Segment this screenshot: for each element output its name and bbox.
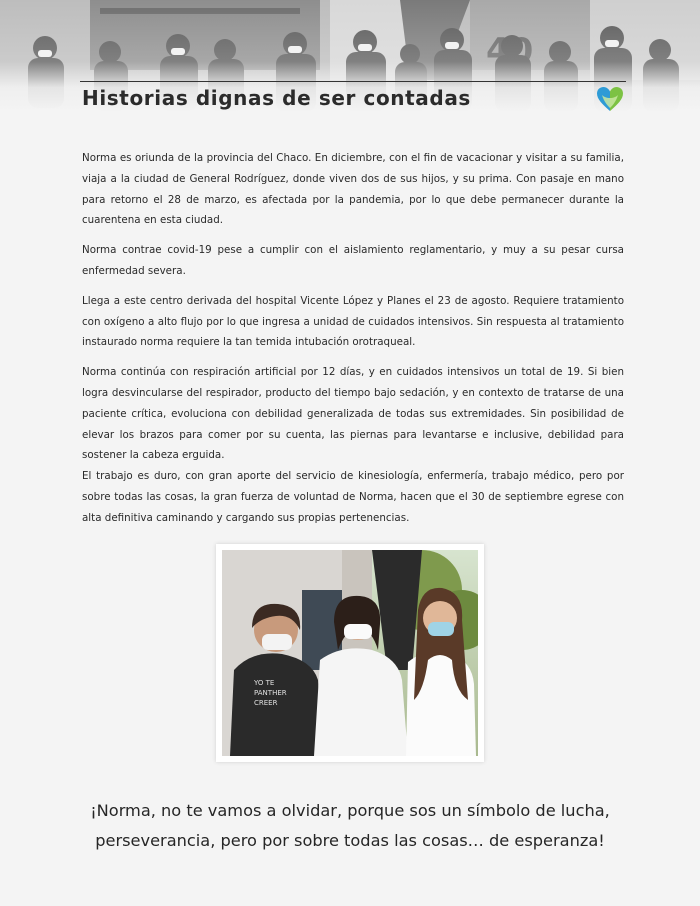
paragraph-discharge: El trabajo es duro, con gran aporte del servicio de kinesiología, enfermería, trabajo médico, pero por sobre todas las cosas, la gran fuerza de voluntad de Norma, hacen que el 30 de septiembre egrese con alta definitiva caminando y cargando sus propias pertenencias.	[82, 470, 624, 524]
svg-text:YO TE: YO TE	[254, 679, 275, 687]
article-body	[82, 148, 624, 538]
svg-text:CREER: CREER	[254, 699, 278, 707]
paragraph-admission: Llega a este centro derivada del hospital Vicente López y Planes el 23 de agosto. Requiere tratamiento con oxígeno a alto flujo por lo que ingresa a unidad de cuidados intensivos. Sin respuesta al tratamiento instaurado norma requiere la tan temida intubación orotraqueal.	[82, 294, 624, 349]
page-title: Historias dignas de ser contadas	[82, 86, 471, 110]
closing-line-1: ¡Norma, no te vamos a olvidar, porque sos un símbolo de lucha,	[90, 801, 610, 820]
title-divider	[80, 81, 626, 82]
closing-message	[40, 796, 660, 856]
patient-photo	[216, 544, 484, 762]
paragraph-intensive-care: Norma continúa con respiración artificial por 12 días, y en cuidados intensivos un total de 19. Si bien logra desvincularse del respirador, producto del tiempo bajo sedación, y en contexto de tratarse de una paciente crítica, evoluciona con debilidad generalizada de todas sus extremidades. Sin posibilidad de elevar los brazos para comer por su cuenta, las piernas para levantarse e inclusive, debilidad para sostener la cabeza erguida.	[82, 366, 624, 462]
green-heart-icon	[596, 86, 624, 112]
svg-text:PANTHER: PANTHER	[254, 689, 287, 697]
paragraph-origin: Norma es oriunda de la provincia del Chaco. En diciembre, con el fin de vacacionar y visitar a su familia, viaja a la ciudad de General Rodríguez, donde viven dos de sus hijos, y su prima. Con pasaje en mano para retorno el 28 de marzo, es afectada por la pandemia, por lo que debe permanecer durante la cuarentena en esta ciudad.	[82, 152, 624, 227]
paragraph-infection: Norma contrae covid-19 pese a cumplir con el aislamiento reglamentario, y muy a su pesar cursa enfermedad severa.	[82, 244, 624, 277]
closing-line-2: perseverancia, pero por sobre todas las cosas… de esperanza!	[95, 831, 605, 850]
